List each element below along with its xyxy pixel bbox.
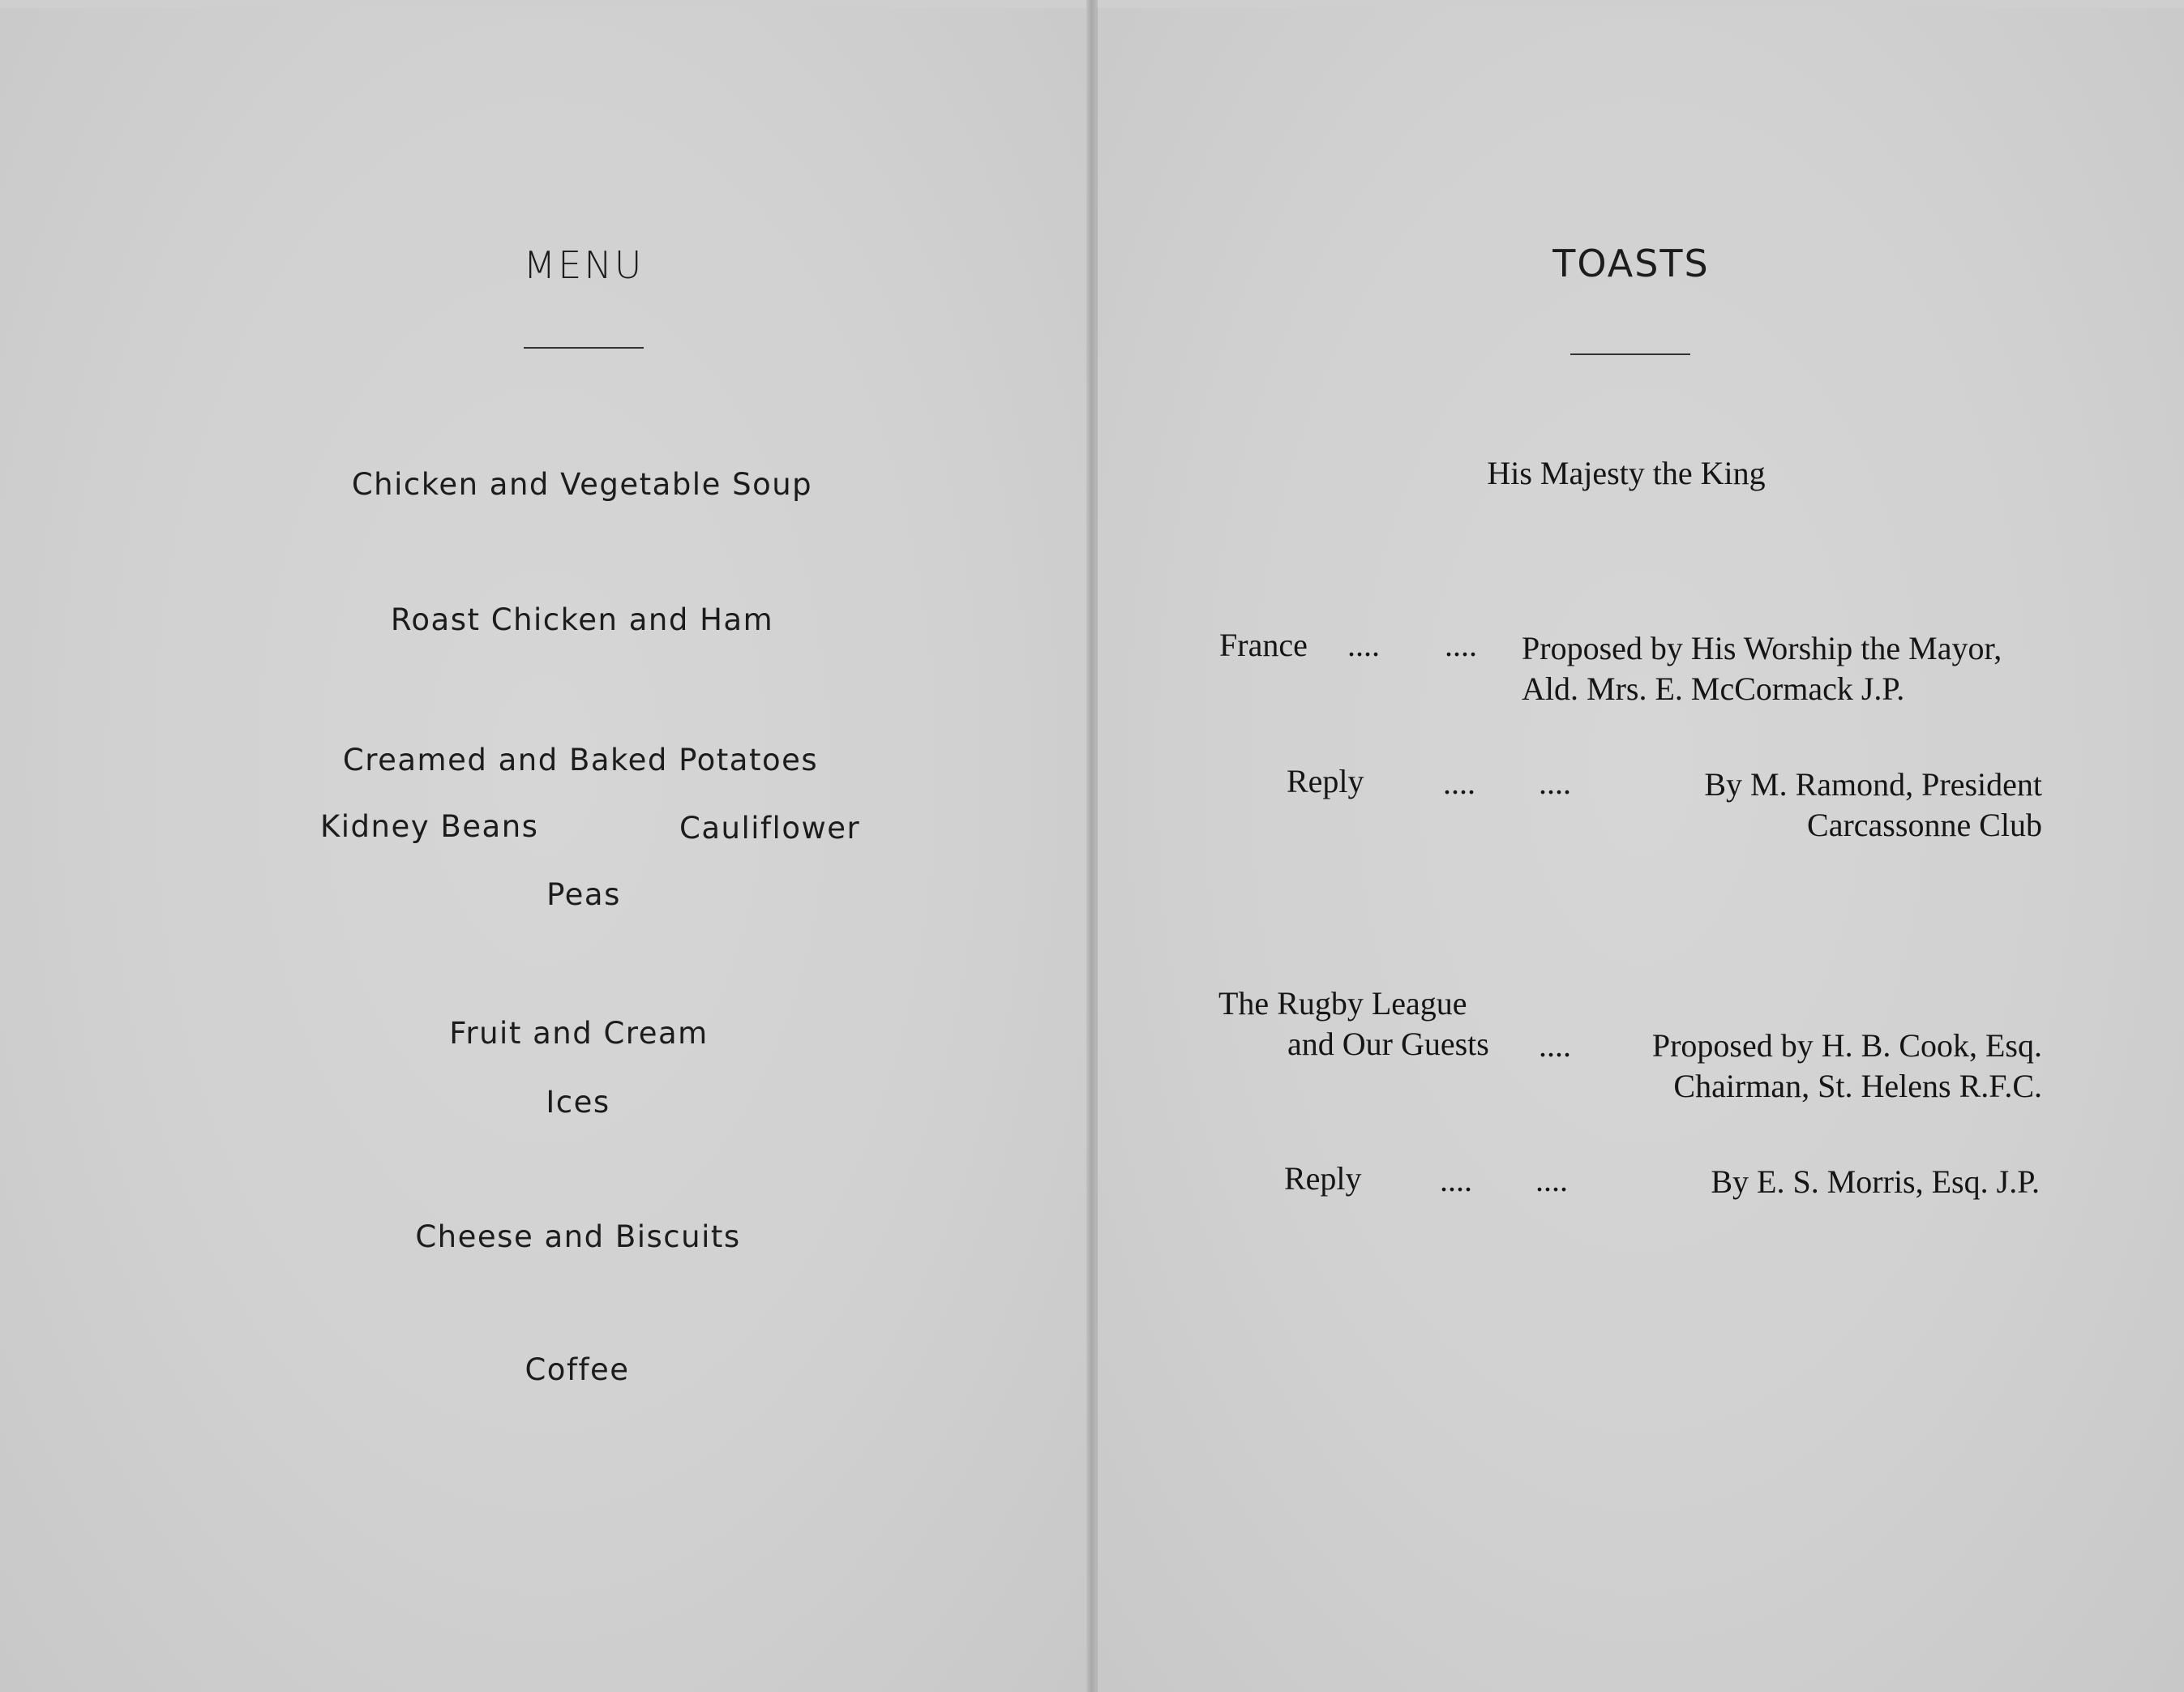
toast-rugby-dots: ....: [1539, 1027, 1571, 1064]
menu-title: MENU: [523, 243, 644, 287]
reply1-dots-1: ....: [1443, 765, 1475, 801]
reply1-line2: Carcassonne Club: [1807, 807, 2042, 843]
reply2-label: Reply: [1284, 1160, 1362, 1197]
menu-item-kidney-beans: Kidney Beans: [320, 809, 539, 844]
reply2-dots-2: ....: [1535, 1162, 1568, 1198]
toast-france-dots-2: ....: [1445, 627, 1477, 663]
toast-rugby-line2: and Our Guests: [1287, 1026, 1489, 1062]
reply1-dots-2: ....: [1539, 765, 1571, 801]
toast-rugby-proposer-line1: Proposed by H. B. Cook, Esq.: [1651, 1027, 2042, 1064]
toast-france-proposer-line2: Ald. Mrs. E. McCormack J.P.: [1522, 670, 1905, 707]
menu-item-potatoes: Creamed and Baked Potatoes: [342, 743, 819, 777]
menu-item-coffee: Coffee: [525, 1352, 630, 1387]
reply1-label: Reply: [1287, 763, 1364, 799]
toasts-title-rule: [1570, 353, 1690, 355]
menu-title-rule: [524, 347, 644, 349]
menu-item-peas: Peas: [546, 877, 621, 912]
menu-item-soup: Chicken and Vegetable Soup: [351, 467, 813, 502]
menu-item-cauliflower: Cauliflower: [679, 811, 861, 846]
reply2-dots-1: ....: [1440, 1162, 1472, 1198]
toast-rugby-proposer-line2: Chairman, St. Helens R.F.C.: [1673, 1068, 2042, 1104]
reply1-line1: By M. Ramond, President: [1704, 766, 2042, 803]
menu-page: [0, 8, 1090, 1692]
toast-rugby-line1: The Rugby League: [1218, 985, 1467, 1022]
toast-france-proposer-line1: Proposed by His Worship the Mayor,: [1522, 630, 2002, 666]
menu-item-ices: Ices: [546, 1085, 610, 1120]
menu-item-fruit-cream: Fruit and Cream: [449, 1016, 709, 1051]
menu-item-cheese-biscuits: Cheese and Biscuits: [415, 1219, 741, 1254]
toast-france: France: [1219, 627, 1308, 663]
reply2-line1: By E. S. Morris, Esq. J.P.: [1711, 1163, 2040, 1200]
toast-france-dots-1: ....: [1347, 627, 1380, 663]
menu-item-chicken-ham: Roast Chicken and Ham: [390, 602, 774, 637]
toast-king: His Majesty the King: [1487, 455, 1766, 491]
toasts-title: TOASTS: [1552, 242, 1710, 285]
